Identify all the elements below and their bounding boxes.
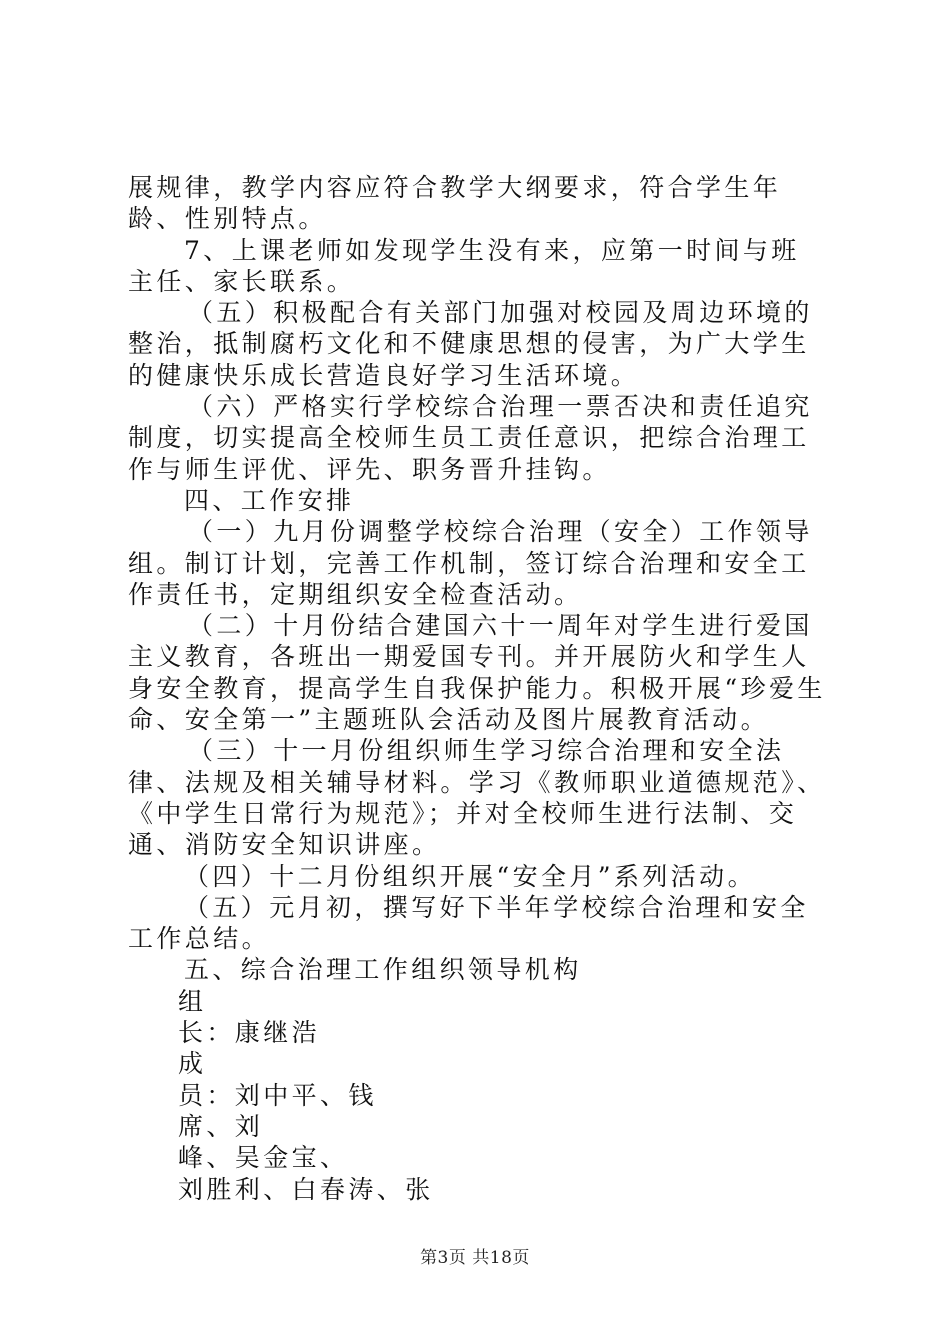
paragraph-item-7: 7、上课老师如发现学生没有来，应第一时间与班主任、家长联系。 xyxy=(128,235,800,296)
paragraph-continuation: 展规律，教学内容应符合教学大纲要求，符合学生年龄、性别特点。 xyxy=(128,173,782,234)
member-line: 刘胜利、白春涛、张 xyxy=(178,1174,434,1204)
member-line: 峰、吴金宝、 xyxy=(178,1143,349,1173)
member-line: 组 xyxy=(178,986,207,1016)
member-line: 长：康继浩 xyxy=(178,1018,321,1048)
paragraph-section-6: （六）严格实行学校综合治理一票否决和责任追究制度，切实提高全校师生员工责任意识，把综合治理工作与师生评优、评先、职务晋升挂钩。 xyxy=(128,392,813,484)
member-line: 成 xyxy=(178,1049,207,1079)
heading-work-arrangement: 四、工作安排 xyxy=(184,485,355,515)
member-line: 席、刘 xyxy=(178,1111,264,1141)
paragraph-arrangement-3: （三）十一月份组织师生学习综合治理和安全法律、法规及相关辅导材料。学习《教师职业道德规范》、《中学生日常行为规范》；并对全校师生进行法制、交通、消防安全知识讲座。 xyxy=(128,736,826,860)
paragraph-section-5: （五）积极配合有关部门加强对校园及周边环境的整治，抵制腐朽文化和不健康思想的侵害，为广大学生的健康快乐成长营造良好学习生活环境。 xyxy=(128,298,813,390)
document-body xyxy=(128,172,828,1205)
heading-leadership-group: 五、综合治理工作组织领导机构 xyxy=(184,955,582,985)
paragraph-arrangement-5: （五）元月初，撰写好下半年学校综合治理和安全工作总结。 xyxy=(128,892,809,954)
paragraph-arrangement-4: （四）十二月份组织开展“安全月”系列活动。 xyxy=(184,861,756,891)
paragraph-arrangement-1: （一）九月份调整学校综合治理（安全）工作领导组。制订计划，完善工作机制，签订综合治理和安全工作责任书，定期组织安全检查活动。 xyxy=(128,517,813,609)
member-line: 员：刘中平、钱 xyxy=(178,1080,377,1110)
page-number-footer: 第3页 共18页 xyxy=(420,1248,530,1268)
paragraph-arrangement-2: （二）十月份结合建国六十一周年对学生进行爱国主义教育，各班出一期爱国专刊。并开展防火和学生人身安全教育，提高学生自我保护能力。积极开展“珍爱生命、安全第一”主题班队会活动及图片展教育活动。 xyxy=(128,611,826,735)
